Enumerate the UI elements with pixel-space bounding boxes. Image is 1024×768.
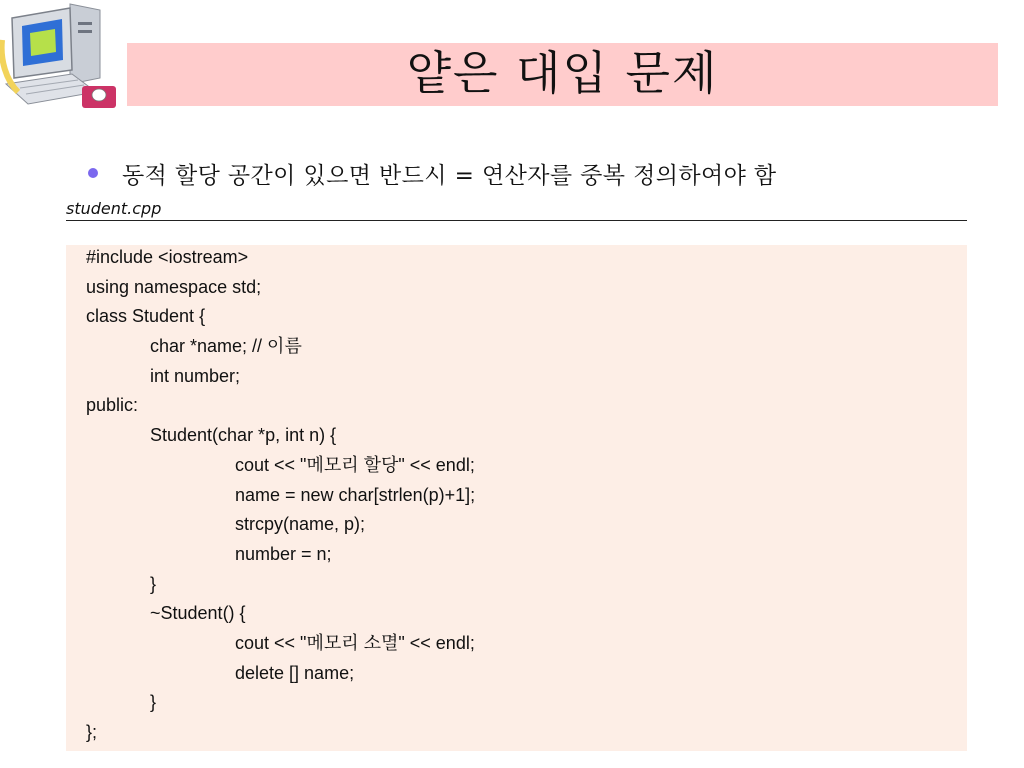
code-line: };	[86, 722, 98, 742]
code-line: strcpy(name, p);	[235, 514, 366, 535]
code-line: ~Student() {	[150, 603, 246, 624]
code-line: int number;	[150, 365, 241, 386]
code-filename: student.cpp	[66, 199, 162, 218]
code-line: }	[150, 573, 157, 594]
code-line: #include <iostream>	[86, 247, 249, 267]
code-lines	[86, 245, 475, 748]
slide-title: 얕은 대입 문제	[406, 46, 719, 100]
code-line: public:	[86, 395, 139, 416]
bullet-text: 동적 할당 공간이 있으면 반드시 = 연산자를 중복 정의하여야 함	[122, 162, 777, 189]
divider	[66, 220, 967, 221]
code-line: name = new char[strlen(p)+1];	[235, 484, 476, 505]
code-line: number = n;	[235, 543, 332, 564]
computer-monitor-icon	[0, 0, 130, 112]
code-line: cout << "메모리 소멸" << endl;	[235, 632, 475, 653]
code-line: char *name; // 이름	[150, 336, 302, 357]
code-line: }	[150, 692, 157, 713]
title-bar	[127, 43, 998, 106]
code-block	[66, 245, 967, 751]
code-line: using namespace std;	[86, 276, 262, 297]
code-line: class Student {	[86, 306, 206, 327]
bullet-dot-icon	[88, 168, 98, 178]
code-line: cout << "메모리 할당" << endl;	[235, 454, 475, 475]
bullet-point	[88, 156, 777, 190]
code-line: Student(char *p, int n) {	[150, 425, 337, 446]
code-line: delete [] name;	[235, 662, 355, 683]
